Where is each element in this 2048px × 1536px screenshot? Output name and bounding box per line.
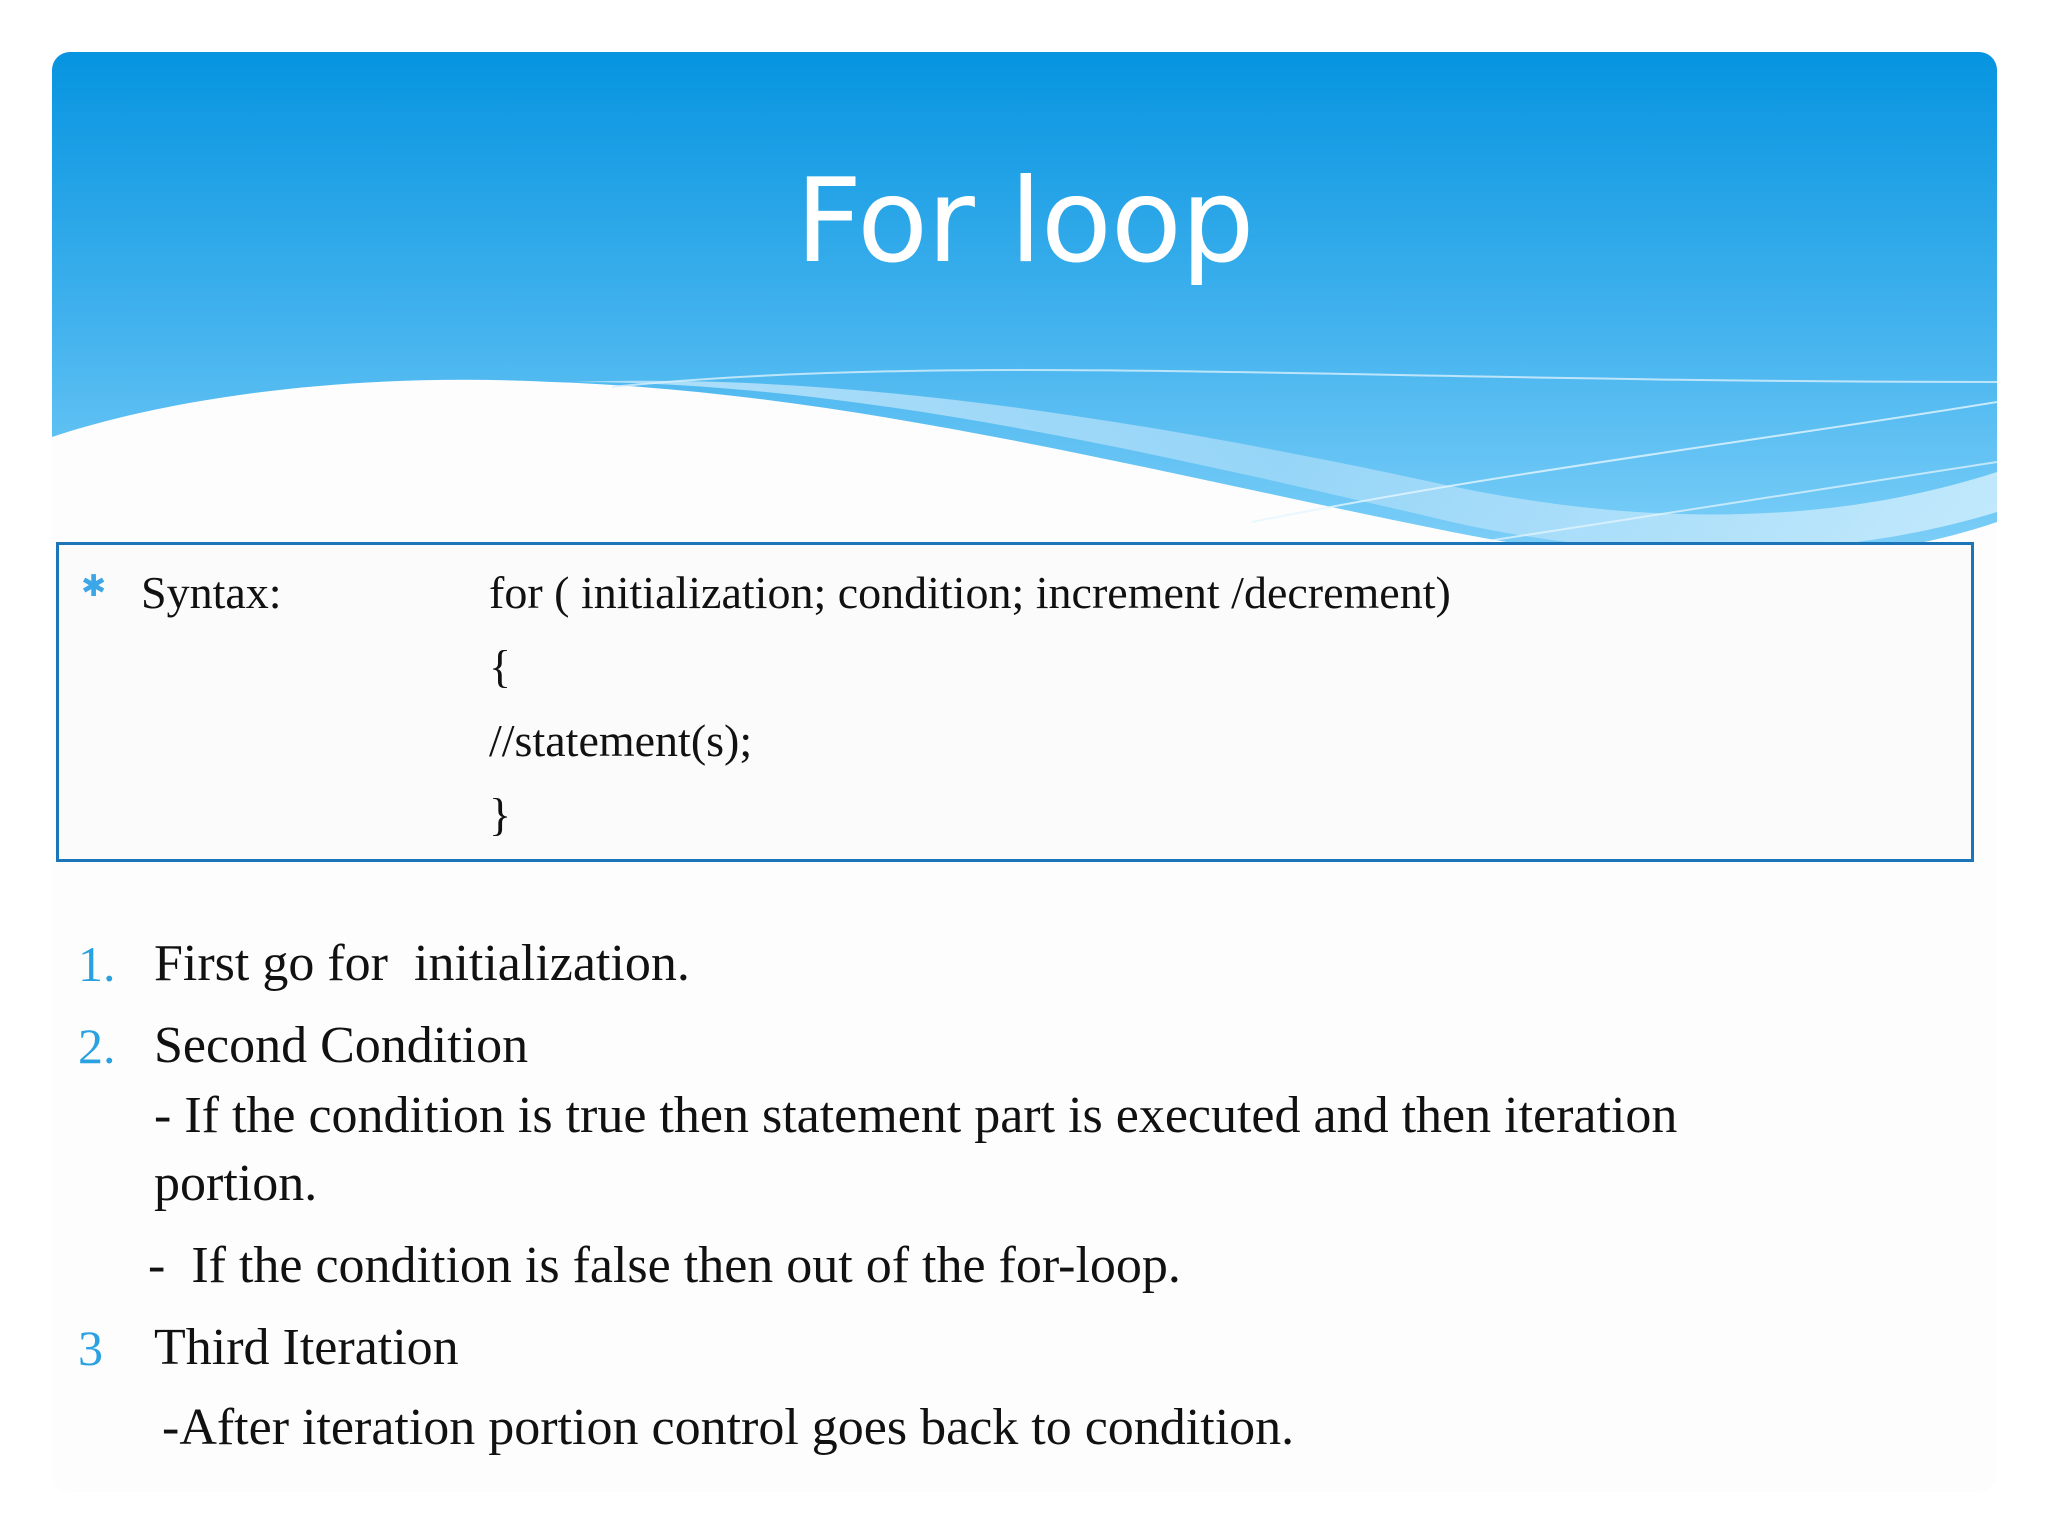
step-detail: -After iteration portion control goes back to condition. (162, 1399, 1295, 1456)
step-text: First go for initialization. (154, 935, 690, 992)
step-detail: - If the condition is true then statement part is executed and then iteration (154, 1087, 1678, 1144)
syntax-line: { (489, 641, 512, 692)
step-detail: - If the condition is false then out of the for-loop. (148, 1237, 1181, 1294)
syntax-line: //statement(s); (489, 715, 753, 766)
syntax-box (56, 542, 1974, 862)
step-number: 2. (78, 1018, 116, 1074)
step-text: Third Iteration (154, 1319, 459, 1376)
step-detail: portion. (154, 1155, 318, 1212)
step-number: 1. (78, 936, 116, 992)
slide-title: For loop (795, 154, 1254, 289)
syntax-line: for ( initialization; condition; increment /decrement) (489, 567, 1451, 618)
step-text: Second Condition (154, 1017, 529, 1074)
syntax-line: } (489, 789, 512, 840)
syntax-label: Syntax: (141, 567, 282, 618)
header-wave-background (52, 52, 1997, 572)
step-number: 3 (78, 1320, 103, 1376)
asterisk-bullet-icon: ✱ (81, 569, 107, 604)
